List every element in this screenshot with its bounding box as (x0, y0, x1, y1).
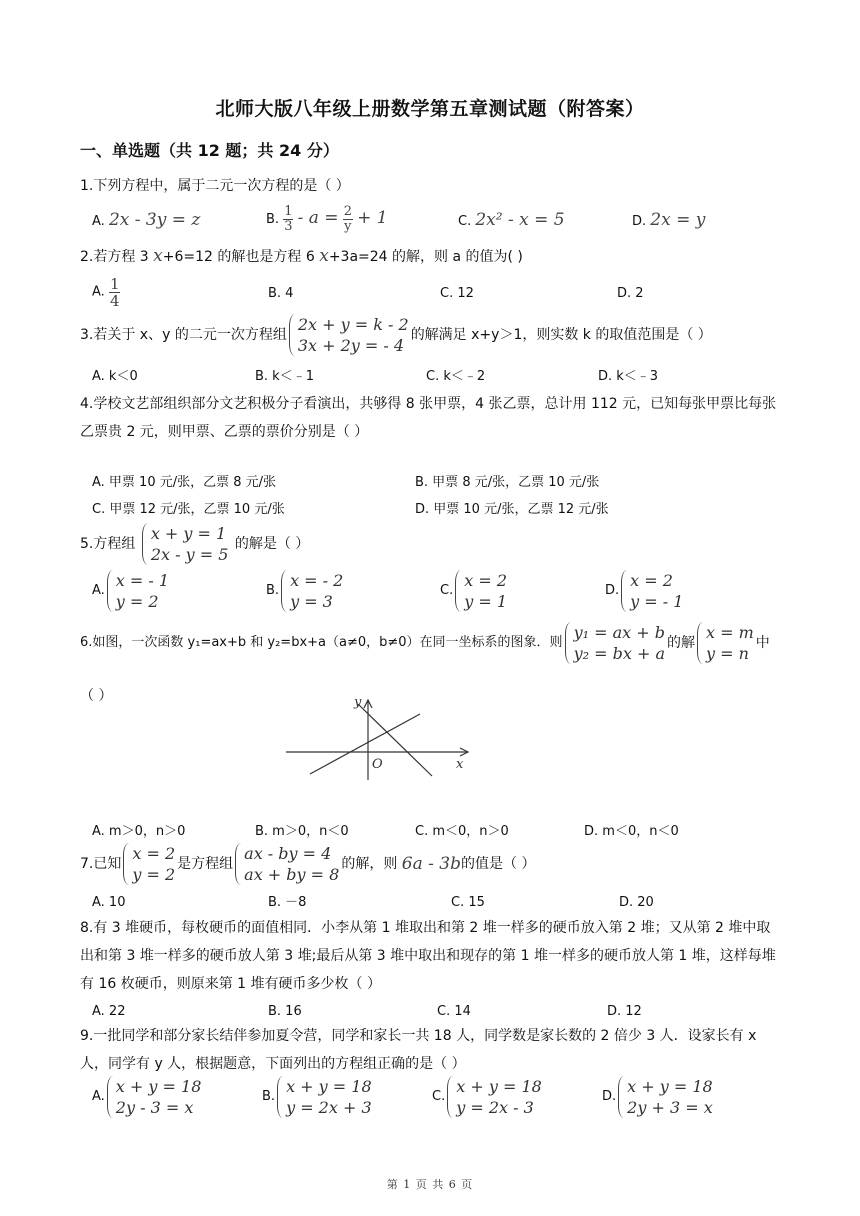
q9-option-a[interactable]: A. x + y = 18 2y - 3 = x (92, 1077, 202, 1117)
q2-option-d[interactable]: D. 2 (617, 286, 644, 301)
graph-label-x: x (456, 757, 464, 772)
question-6-paren: （ ） (80, 688, 113, 704)
q3-option-a[interactable]: A. k＜0 (92, 369, 138, 384)
q1-option-d[interactable]: D. 2x = y (632, 210, 706, 230)
q6-option-c[interactable]: C. m＜0，n＞0 (415, 824, 509, 839)
q7-expression: 6a - 3b (401, 854, 461, 874)
q9-option-d[interactable]: D. x + y = 18 2y + 3 = x (602, 1077, 713, 1117)
q2-option-a[interactable]: A. $\frac{1}{4}$ (92, 275, 120, 310)
q5-equation-system: x + y = 1 2x - y = 5 (142, 523, 229, 565)
question-1-stem: 1.下列方程中，属于二元一次方程的是（ ） (80, 178, 350, 194)
q9-option-c[interactable]: C. x + y = 18 y = 2x - 3 (432, 1077, 542, 1117)
graph-label-origin: O (372, 757, 383, 772)
document-title: 北师大版八年级上册数学第五章测试题（附答案） (215, 98, 645, 120)
q1-option-b[interactable]: B. $\frac{1}{3}$ - a = $\frac{2}{y}$ + 1 (266, 204, 388, 234)
question-4-stem: 4.学校文艺部组织部分文艺积极分子看演出，共够得 8 张甲票，4 张乙票，总计用 112 元，已知每张甲票比每张乙票贵 2 元，则甲票、乙票的票价分别是（ ） (80, 396, 777, 440)
q7-equation-system: ax - by = 4 ax + by = 8 (235, 843, 339, 885)
q1-option-a[interactable]: A. 2x - 3y = z (92, 210, 201, 230)
q6-equation-system: y₁ = ax + b y₂ = bx + a (565, 622, 665, 664)
q5-option-b[interactable]: B. x = - 2 y = 3 (266, 571, 344, 611)
q7-option-a[interactable]: A. 10 (92, 895, 126, 910)
q5-option-d[interactable]: D. x = 2 y = - 1 (605, 571, 684, 611)
q3-option-b[interactable]: B. k＜﹣1 (255, 369, 314, 384)
q6-option-b[interactable]: B. m＞0，n＜0 (255, 824, 349, 839)
q6-solution-system: x = m y = n (697, 622, 754, 664)
section-heading: 一、单选题（共 12 题；共 24 分） (80, 141, 339, 160)
q3-equation-system: 2x + y = k - 2 3x + 2y = - 4 (289, 314, 409, 356)
q4-option-c[interactable]: C. 甲票 12 元/张，乙票 10 元/张 (92, 502, 285, 517)
q2-option-a-fraction: $\frac{1}{4}$ (109, 275, 120, 310)
question-2-stem: 2.若方程 3 x+6=12 的解也是方程 6 x+3a=24 的解，则 a 的值为( ) (80, 246, 523, 266)
q4-option-d[interactable]: D. 甲票 10 元/张，乙票 12 元/张 (415, 502, 609, 517)
q6-coordinate-graph (280, 684, 480, 784)
q8-option-b[interactable]: B. 16 (268, 1004, 302, 1019)
q7-known-solution: x = 2 y = 2 (123, 843, 175, 885)
question-6-stem: 6.如图，一次函数 y₁=ax+b 和 y₂=bx+a（a≠0，b≠0）在同一坐标系的图象．则 y₁ = ax + b y₂ = bx + a 的解 x = m y = n 中 (80, 623, 770, 663)
q8-option-a[interactable]: A. 22 (92, 1004, 126, 1019)
q2-option-c[interactable]: C. 12 (440, 286, 474, 301)
q1-option-c-math: 2x² - x = 5 (475, 210, 565, 230)
q1-option-b-fraction-2: $\frac{2}{y}$ (343, 204, 352, 234)
q6-option-d[interactable]: D. m＜0，n＜0 (584, 824, 679, 839)
q4-option-a[interactable]: A. 甲票 10 元/张，乙票 8 元/张 (92, 475, 277, 490)
q1-option-c[interactable]: C. 2x² - x = 5 (458, 210, 565, 230)
q7-option-d[interactable]: D. 20 (619, 895, 654, 910)
q3-option-c[interactable]: C. k＜﹣2 (426, 369, 486, 384)
q2-option-b[interactable]: B. 4 (268, 286, 294, 301)
q5-option-a[interactable]: A. x = - 1 y = 2 (92, 571, 170, 611)
question-7-stem: 7.已知 x = 2 y = 2 是方程组 ax - by = 4 ax + by = 8 的解，则 6a - 3b的值是（ ） (80, 844, 536, 884)
q7-option-b[interactable]: B. －8 (268, 895, 307, 910)
q1-option-b-fraction-1: $\frac{1}{3}$ (284, 204, 293, 234)
q3-option-d[interactable]: D. k＜﹣3 (598, 369, 659, 384)
graph-label-y: y (354, 695, 362, 710)
q7-option-c[interactable]: C. 15 (451, 895, 485, 910)
graph-line-y1 (310, 714, 420, 774)
q8-option-c[interactable]: C. 14 (437, 1004, 471, 1019)
q1-option-a-math: 2x - 3y = z (108, 210, 201, 230)
question-3-stem: 3.若关于 x、y 的二元一次方程组 2x + y = k - 2 3x + 2y = - 4 的解满足 x+y＞1，则实数 k 的取值范围是（ ） (80, 315, 712, 355)
question-9-stem: 9.一批同学和部分家长结伴参加夏令营，同学和家长一共 18 人，同学数是家长数的 2 倍少 3 人．设家长有 x 人，同学有 y 人，根据题意，下面列出的方程组正确的是（ ） (80, 1028, 757, 1072)
q4-option-b[interactable]: B. 甲票 8 元/张，乙票 10 元/张 (415, 475, 600, 490)
q8-option-d[interactable]: D. 12 (607, 1004, 642, 1019)
page-footer: 第 1 页 共 6 页 (386, 1178, 474, 1191)
question-8-stem: 8.有 3 堆硬币，每枚硬币的面值相同．小李从第 1 堆取出和第 2 堆一样多的硬币放入第 2 堆；又从第 2 堆中取出和第 3 堆一样多的硬币放人第 3 堆;最后从第 3 堆中取出和现存的第 1 堆一样多的硬币放人第 1 堆，这样每堆有 16 枚硬币，则原来第 1 堆有硬币多少枚（ ） (80, 920, 776, 992)
graph-line-y2 (358, 704, 432, 776)
q1-option-d-math: 2x = y (650, 210, 706, 230)
question-5-stem: 5.方程组 x + y = 1 2x - y = 5 的解是（ ） (80, 524, 310, 564)
q6-option-a[interactable]: A. m＞0，n＞0 (92, 824, 186, 839)
q9-option-b[interactable]: B. x + y = 18 y = 2x + 3 (262, 1077, 372, 1117)
q5-option-c[interactable]: C. x = 2 y = 1 (440, 571, 508, 611)
